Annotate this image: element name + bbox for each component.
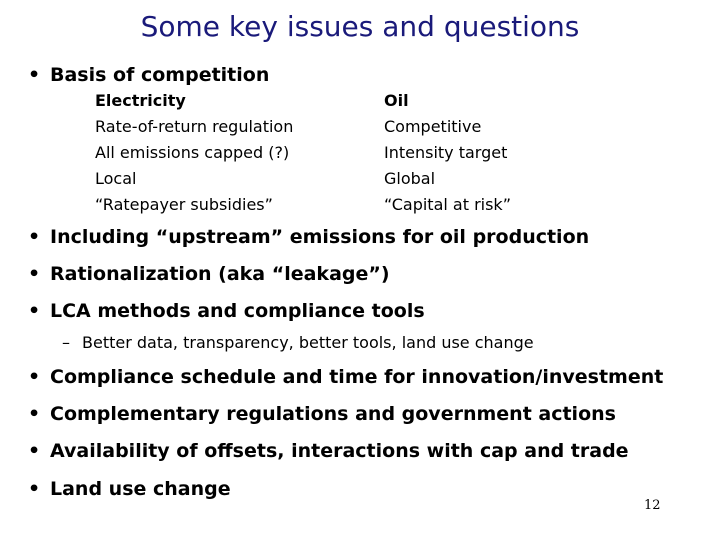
bullet-text: Complementary regulations and government actions: [50, 403, 616, 425]
bullet-glyph: •: [28, 263, 41, 285]
oil-column: [384, 88, 511, 218]
page-number: 12: [644, 498, 661, 513]
bullet-availability-of-offsets: [28, 440, 629, 462]
bullet-glyph: •: [28, 478, 41, 500]
electricity-row: All emissions capped (?): [95, 143, 290, 162]
bullet-text: Including “upstream” emissions for oil production: [50, 226, 590, 248]
bullet-upstream-emissions: [28, 226, 589, 248]
electricity-heading: Electricity: [95, 91, 186, 110]
bullet-text: Rationalization (aka “leakage”): [50, 263, 390, 285]
electricity-row: “Ratepayer subsidies”: [95, 195, 273, 214]
bullet-text: Availability of offsets, interactions with cap and trade: [50, 440, 629, 462]
electricity-column: [95, 88, 293, 218]
bullet-glyph: •: [28, 226, 41, 248]
electricity-row: Local: [95, 169, 137, 188]
bullet-compliance-schedule: [28, 366, 663, 388]
bullet-complementary-regulations: [28, 403, 616, 425]
bullet-glyph: •: [28, 403, 41, 425]
bullet-glyph: •: [28, 366, 41, 388]
bullet-glyph: •: [28, 300, 41, 322]
oil-row: Intensity target: [384, 143, 508, 162]
page-title: Some key issues and questions: [140, 10, 580, 43]
dash-glyph: –: [62, 333, 70, 352]
bullet-basis-of-competition: [28, 64, 269, 86]
bullet-text: Compliance schedule and time for innovation/investment: [50, 366, 664, 388]
bullet-glyph: •: [28, 64, 41, 86]
bullet-land-use-change: [28, 478, 231, 500]
oil-heading: Oil: [384, 91, 409, 110]
electricity-row: Rate-of-return regulation: [95, 117, 294, 136]
oil-row: Global: [384, 169, 436, 188]
bullet-text: LCA methods and compliance tools: [50, 300, 425, 322]
bullet-rationalization: [28, 263, 390, 285]
oil-row: Competitive: [384, 117, 482, 136]
oil-row: “Capital at risk”: [384, 195, 511, 214]
sub-bullet-text: Better data, transparency, better tools, land use change: [82, 333, 534, 352]
bullet-lca-methods: [28, 300, 425, 322]
bullet-text: Basis of competition: [50, 64, 270, 86]
sub-bullet-better-data: [62, 333, 534, 352]
bullet-glyph: •: [28, 440, 41, 462]
bullet-text: Land use change: [50, 478, 231, 500]
